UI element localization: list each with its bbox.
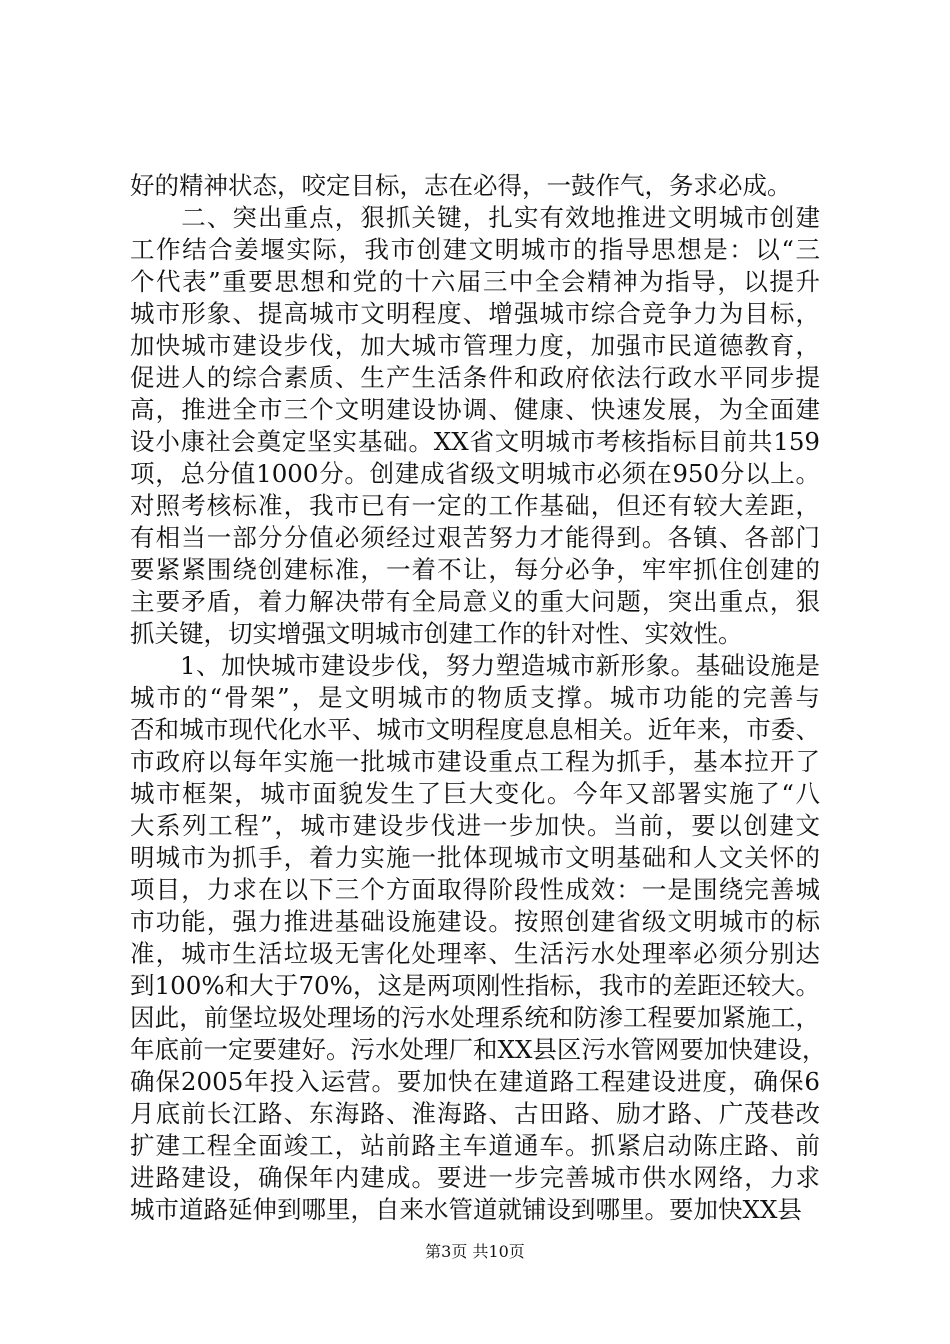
text-line: 项，总分值1000分。创建成省级文明城市必须在950分以上。	[130, 459, 820, 488]
page-number: 第3页 共10页	[425, 1242, 525, 1261]
text-line: 大系列工程”，城市建设步伐进一步加快。当前，要以创建文	[130, 811, 820, 840]
text-line: 城市的“骨架”，是文明城市的物质支撑。城市功能的完善与	[130, 683, 820, 712]
text-line: 月底前长江路、东海路、淮海路、古田路、励才路、广茂巷改	[130, 1099, 820, 1128]
text-line: 有相当一部分分值必须经过艰苦努力才能得到。各镇、各部门	[130, 523, 820, 552]
text-line: 抓关键，切实增强文明城市创建工作的针对性、实效性。	[130, 619, 743, 648]
text-line: 高，推进全市三个文明建设协调、健康、快速发展，为全面建	[130, 395, 820, 424]
text-line: 城市形象、提高城市文明程度、增强城市综合竞争力为目标，	[130, 299, 820, 328]
text-line: 工作结合姜堰实际，我市创建文明城市的指导思想是：以“三	[130, 235, 820, 264]
text-line: 促进人的综合素质、生产生活条件和政府依法行政水平同步提	[130, 363, 820, 392]
text-line: 扩建工程全面竣工，站前路主车道通车。抓紧启动陈庄路、前	[130, 1131, 820, 1160]
text-line: 主要矛盾，着力解决带有全局意义的重大问题，突出重点，狠	[130, 587, 820, 616]
text-line: 到100%和大于70%，这是两项刚性指标，我市的差距还较大。	[130, 971, 820, 1000]
text-line: 确保2005年投入运营。要加快在建道路工程建设进度，确保6	[130, 1067, 820, 1096]
text-line: 二、突出重点，狠抓关键，扎实有效地推进文明城市创建	[130, 203, 820, 232]
text-line: 城市道路延伸到哪里，自来水管道就铺设到哪里。要加快XX县	[130, 1195, 802, 1224]
text-line: 项目，力求在以下三个方面取得阶段性成效：一是围绕完善城	[130, 875, 820, 904]
text-line: 设小康社会奠定坚实基础。XX省文明城市考核指标目前共159	[130, 427, 820, 456]
text-line: 市功能，强力推进基础设施建设。按照创建省级文明城市的标	[130, 907, 820, 936]
text-line: 明城市为抓手，着力实施一批体现城市文明基础和人文关怀的	[130, 843, 820, 872]
text-line: 要紧紧围绕创建标准，一着不让，每分必争，牢牢抓住创建的	[130, 555, 820, 584]
text-line: 准，城市生活垃圾无害化处理率、生活污水处理率必须分别达	[130, 939, 820, 968]
text-line: 否和城市现代化水平、城市文明程度息息相关。近年来，市委、	[130, 715, 820, 744]
text-line: 年底前一定要建好。污水处理厂和XX县区污水管网要加快建设，	[130, 1035, 827, 1064]
document-body	[130, 170, 827, 1226]
text-line: 城市框架，城市面貌发生了巨大变化。今年又部署实施了“八	[130, 779, 820, 808]
text-line: 加快城市建设步伐，加大城市管理力度，加强市民道德教育，	[130, 331, 820, 360]
text-line: 个代表”重要思想和党的十六届三中全会精神为指导，以提升	[130, 267, 820, 296]
text-line: 因此，前堡垃圾处理场的污水处理系统和防渗工程要加紧施工，	[130, 1003, 820, 1032]
text-line: 市政府以每年实施一批城市建设重点工程为抓手，基本拉开了	[130, 747, 820, 776]
text-line: 好的精神状态，咬定目标，志在必得，一鼓作气，务求必成。	[130, 171, 792, 200]
text-line: 对照考核标准，我市已有一定的工作基础，但还有较大差距，	[130, 491, 820, 520]
text-line: 进路建设，确保年内建成。要进一步完善城市供水网络，力求	[130, 1163, 820, 1192]
text-line: 1、加快城市建设步伐，努力塑造城市新形象。基础设施是	[130, 651, 820, 680]
